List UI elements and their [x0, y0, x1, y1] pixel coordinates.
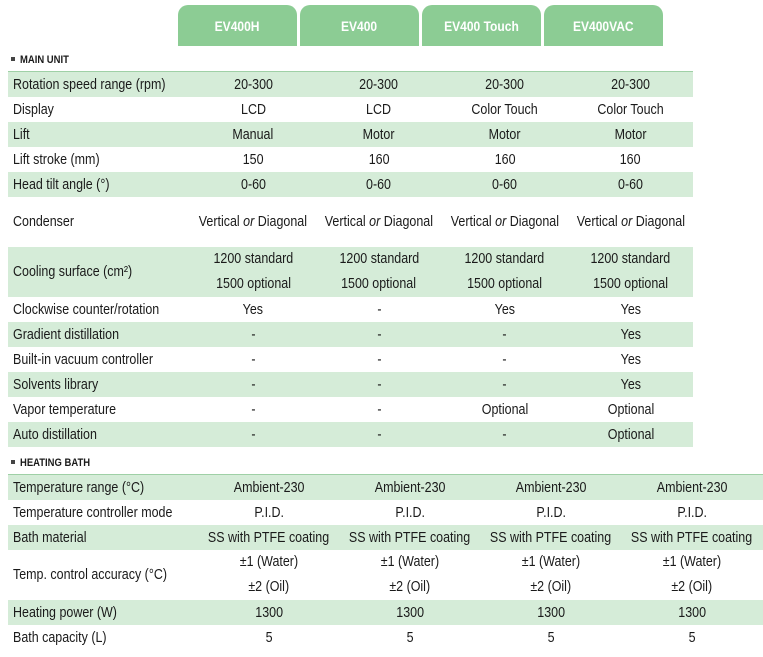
spec-value-cell: [442, 422, 568, 447]
spec-value: Color Touch: [597, 101, 664, 118]
spec-label-cell: [8, 625, 198, 650]
spec-value: -: [376, 376, 382, 393]
spec-value: ±2 (Oil): [389, 579, 431, 595]
spec-label: Temperature range (°C): [13, 479, 145, 496]
spec-value-cell: [316, 147, 442, 172]
spec-value: -: [251, 351, 256, 368]
spec-value: Ambient-230: [233, 479, 305, 496]
spec-row: [8, 247, 693, 297]
spec-value-cell: [190, 97, 316, 122]
spec-value-cell: [316, 397, 442, 422]
spec-value: -: [502, 326, 507, 343]
spec-label: Bath capacity (L): [13, 629, 107, 646]
spec-value-cell: [339, 500, 480, 525]
spec-value: -: [251, 326, 256, 343]
spec-label: Temp. control accuracy (°C): [13, 567, 167, 583]
spec-value-cell: [568, 197, 694, 247]
spec-value: ±2 (Oil): [530, 579, 572, 595]
spec-value: 0-60: [492, 176, 518, 193]
spec-value-cell: [621, 500, 762, 525]
spec-value-cell: [621, 474, 762, 500]
condenser-option: Vertical: [576, 214, 618, 230]
spec-row: [8, 147, 693, 172]
spec-value: 20-300: [359, 76, 399, 93]
spec-value: 1200 standard: [464, 251, 545, 267]
main-unit-body: [8, 48, 693, 447]
spec-label: Display: [13, 101, 54, 118]
spec-value-cell: [442, 197, 568, 247]
spec-value: ±1 (Water): [662, 554, 722, 570]
spec-label-cell: [8, 600, 198, 625]
spec-value-cell: [339, 550, 480, 600]
condenser-connector: or: [620, 214, 632, 230]
value-line: [568, 272, 694, 297]
condenser-option: Vertical: [324, 214, 366, 230]
spec-value: 20-300: [611, 76, 650, 93]
section-header: [8, 48, 693, 71]
spec-value-cell: [442, 147, 568, 172]
spec-value-cell: [316, 372, 442, 397]
section-title: MAIN UNIT: [20, 53, 69, 66]
spec-value: 0-60: [618, 176, 644, 193]
spec-label: Clockwise counter/rotation: [13, 301, 160, 318]
spec-value: 1300: [537, 604, 565, 621]
spec-value-cell: [198, 625, 339, 650]
spec-label-cell: [8, 197, 190, 247]
value-line: [339, 550, 480, 575]
spec-label-cell: [8, 247, 190, 297]
spec-value-cell: [316, 247, 442, 297]
spec-label-cell: [8, 347, 190, 372]
spec-value: Yes: [620, 376, 641, 393]
spec-value: Motor: [363, 126, 395, 143]
spec-value: ±1 (Water): [239, 554, 299, 570]
spec-value-cell: [568, 297, 694, 322]
spec-value: 0-60: [366, 176, 392, 193]
spec-value-cell: [568, 372, 694, 397]
spec-value-cell: [568, 347, 694, 372]
spec-value: 1200 standard: [590, 251, 671, 267]
model-tab-ev400-touch: [422, 5, 541, 46]
spec-value: 1200 standard: [213, 251, 294, 267]
value-line: [442, 272, 568, 297]
spec-value: 160: [494, 151, 516, 168]
value-line: [568, 247, 694, 272]
model-tab-ev400vac: [544, 5, 663, 46]
heating-bath-body: [8, 451, 763, 650]
spec-value-cell: [198, 525, 339, 550]
condenser-option: Diagonal: [383, 214, 434, 230]
spec-value-cell: [316, 172, 442, 197]
spec-label: Bath material: [13, 529, 87, 546]
spec-value: 160: [368, 151, 390, 168]
section-header: [8, 451, 763, 474]
spec-label-cell: [8, 422, 190, 447]
spec-value: ±1 (Water): [380, 554, 440, 570]
spec-label: Head tilt angle (°): [13, 176, 110, 193]
model-name: EV400: [341, 17, 378, 34]
spec-value: SS with PTFE coating: [490, 529, 612, 546]
model-tab-ev400: [300, 5, 419, 46]
spec-value: 20-300: [485, 76, 525, 93]
spec-value: Color Touch: [471, 101, 538, 118]
spec-value: SS with PTFE coating: [631, 529, 753, 546]
spec-value-cell: [568, 172, 694, 197]
spec-value-cell: [568, 247, 694, 297]
spec-value-cell: [442, 71, 568, 97]
spec-value-cell: [190, 372, 316, 397]
spec-row: [8, 172, 693, 197]
spec-row: [8, 525, 763, 550]
spec-value-cell: [480, 550, 621, 600]
condenser-value: [325, 214, 433, 230]
spec-value: P.I.D.: [536, 504, 566, 521]
value-line: [621, 550, 762, 575]
spec-value: Optional: [481, 401, 529, 418]
condenser-value: [199, 214, 307, 230]
spec-value-cell: [339, 474, 480, 500]
spec-value: P.I.D.: [677, 504, 707, 521]
spec-value: -: [502, 351, 507, 368]
spec-value: ±2 (Oil): [671, 579, 713, 595]
spec-value: 1500 optional: [593, 276, 668, 292]
spec-value: -: [376, 326, 382, 343]
spec-row: [8, 550, 763, 600]
condenser-connector: or: [243, 214, 255, 230]
model-name: EV400VAC: [573, 17, 634, 34]
spec-value-cell: [480, 525, 621, 550]
spec-value: 1300: [255, 604, 283, 621]
spec-label: Built-in vacuum controller: [13, 351, 154, 368]
spec-value-cell: [480, 474, 621, 500]
spec-row: [8, 625, 763, 650]
spec-value-cell: [316, 122, 442, 147]
spec-label-cell: [8, 500, 198, 525]
spec-value: 160: [620, 151, 641, 168]
spec-value: 1300: [678, 604, 706, 621]
spec-value: Yes: [620, 326, 641, 343]
spec-value: -: [376, 401, 382, 418]
spec-value: P.I.D.: [395, 504, 425, 521]
value-line: [480, 575, 621, 600]
value-line: [316, 272, 442, 297]
spec-value: SS with PTFE coating: [349, 529, 471, 546]
spec-row: [8, 297, 693, 322]
spec-value: Manual: [232, 126, 274, 143]
spec-value-cell: [339, 525, 480, 550]
condenser-option: Vertical: [450, 214, 492, 230]
spec-value: 1500 optional: [341, 276, 417, 292]
spec-value: -: [376, 351, 382, 368]
spec-value-cell: [568, 397, 694, 422]
spec-label: Gradient distillation: [13, 326, 120, 343]
spec-value-cell: [316, 422, 442, 447]
spec-value: 5: [265, 629, 273, 646]
spec-value: 5: [406, 629, 414, 646]
spec-value-cell: [198, 600, 339, 625]
spec-value-cell: [480, 600, 621, 625]
spec-value-cell: [442, 397, 568, 422]
spec-value: Yes: [620, 301, 641, 318]
spec-value-cell: [568, 97, 694, 122]
spec-value: 1500 optional: [467, 276, 543, 292]
spec-value-cell: [190, 197, 316, 247]
value-line: [442, 247, 568, 272]
spec-value-cell: [339, 625, 480, 650]
spec-label: Auto distillation: [13, 426, 97, 443]
spec-value: ±2 (Oil): [248, 579, 290, 595]
spec-row: [8, 500, 763, 525]
condenser-option: Diagonal: [635, 214, 685, 230]
spec-value: 1200 standard: [339, 251, 419, 267]
spec-row: [8, 397, 693, 422]
spec-row: [8, 372, 693, 397]
model-tab-ev400h: [178, 5, 297, 46]
spec-value: 1500 optional: [215, 276, 291, 292]
spec-label-cell: [8, 71, 190, 97]
spec-value-cell: [480, 625, 621, 650]
spec-value: 20-300: [233, 76, 273, 93]
spec-value-cell: [568, 147, 694, 172]
spec-row: [8, 347, 693, 372]
spec-label-cell: [8, 322, 190, 347]
spec-row: [8, 97, 693, 122]
spec-value-cell: [442, 172, 568, 197]
spec-value-cell: [190, 122, 316, 147]
spec-label: Heating power (W): [13, 604, 117, 621]
spec-value-cell: [316, 297, 442, 322]
spec-value-cell: [442, 372, 568, 397]
value-line: [316, 247, 442, 272]
spec-value: SS with PTFE coating: [208, 529, 330, 546]
spec-value: 150: [242, 151, 264, 168]
spec-value-cell: [190, 422, 316, 447]
spec-value-cell: [198, 550, 339, 600]
spec-value-cell: [568, 422, 694, 447]
spec-value-cell: [339, 600, 480, 625]
spec-value: LCD: [240, 101, 266, 118]
spec-value-cell: [568, 322, 694, 347]
spec-value: 5: [688, 629, 696, 646]
condenser-option: Vertical: [199, 214, 241, 230]
spec-value: 5: [547, 629, 555, 646]
spec-value-cell: [621, 525, 762, 550]
spec-value-cell: [621, 625, 762, 650]
spec-label-cell: [8, 525, 198, 550]
section-title-cell: [8, 451, 763, 474]
spec-value-cell: [190, 147, 316, 172]
spec-value: Optional: [607, 401, 654, 418]
condenser-option: Diagonal: [509, 214, 559, 230]
spec-label: Rotation speed range (rpm): [13, 76, 166, 93]
spec-value: Yes: [243, 301, 264, 318]
spec-row: [8, 197, 693, 247]
spec-value: -: [376, 426, 382, 443]
spec-value: Yes: [620, 351, 641, 368]
spec-value: -: [251, 426, 256, 443]
spec-label: Cooling surface (cm²): [13, 264, 133, 280]
spec-value-cell: [190, 297, 316, 322]
spec-label: Condenser: [13, 214, 75, 230]
spec-value-cell: [190, 322, 316, 347]
spec-value-cell: [316, 347, 442, 372]
spec-row: [8, 322, 693, 347]
spec-label: Lift stroke (mm): [13, 151, 100, 168]
spec-label-cell: [8, 297, 190, 322]
spec-value-cell: [316, 197, 442, 247]
spec-value: LCD: [366, 101, 392, 118]
spec-value: Ambient-230: [515, 479, 587, 496]
condenser-option: Diagonal: [258, 214, 308, 230]
spec-label-cell: [8, 122, 190, 147]
spec-value: -: [251, 401, 256, 418]
spec-label-cell: [8, 397, 190, 422]
spec-value-cell: [568, 71, 694, 97]
spec-value: 0-60: [240, 176, 266, 193]
section-title: HEATING BATH: [20, 456, 91, 469]
value-line: [190, 272, 316, 297]
spec-value-cell: [621, 550, 762, 600]
spec-value: -: [502, 426, 507, 443]
spec-row: [8, 422, 693, 447]
spec-value-cell: [442, 247, 568, 297]
spec-value-cell: [190, 172, 316, 197]
spec-value-cell: [190, 347, 316, 372]
model-name: EV400H: [215, 17, 260, 34]
spec-value: -: [251, 376, 256, 393]
spec-value-cell: [442, 322, 568, 347]
value-line: [480, 550, 621, 575]
spec-value-cell: [316, 322, 442, 347]
model-name: EV400 Touch: [444, 17, 519, 34]
spec-value-cell: [442, 122, 568, 147]
spec-value: Motor: [614, 126, 647, 143]
model-header-row: [178, 5, 666, 46]
spec-value-cell: [316, 71, 442, 97]
spec-label-cell: [8, 550, 198, 600]
spec-value: Ambient-230: [374, 479, 446, 496]
value-line: [621, 575, 762, 600]
spec-label: Solvents library: [13, 376, 99, 393]
spec-label-cell: [8, 147, 190, 172]
heating-bath-table: [8, 451, 763, 650]
value-line: [198, 575, 339, 600]
main-unit-table: [8, 48, 693, 447]
spec-row: [8, 474, 763, 500]
spec-value: -: [502, 376, 507, 393]
spec-value-cell: [190, 71, 316, 97]
spec-value: Motor: [488, 126, 521, 143]
spec-row: [8, 600, 763, 625]
value-line: [190, 247, 316, 272]
spec-label: Vapor temperature: [13, 401, 117, 418]
spec-label-cell: [8, 97, 190, 122]
spec-value-cell: [442, 297, 568, 322]
spec-value-cell: [442, 347, 568, 372]
spec-label: Lift: [13, 126, 30, 143]
spec-value-cell: [190, 247, 316, 297]
spec-value: Ambient-230: [656, 479, 728, 496]
spec-value-cell: [442, 97, 568, 122]
spec-value: -: [376, 301, 382, 318]
spec-value-cell: [198, 500, 339, 525]
spec-value: 1300: [396, 604, 424, 621]
spec-value-cell: [621, 600, 762, 625]
spec-row: [8, 122, 693, 147]
section-title-cell: [8, 48, 693, 71]
condenser-value: [451, 214, 559, 230]
spec-label-cell: [8, 474, 198, 500]
spec-label-cell: [8, 372, 190, 397]
spec-row: [8, 71, 693, 97]
spec-value-cell: [316, 97, 442, 122]
value-line: [198, 550, 339, 575]
spec-value: P.I.D.: [254, 504, 284, 521]
condenser-connector: or: [495, 214, 507, 230]
section-bullet-icon: [11, 460, 15, 464]
spec-value: ±1 (Water): [521, 554, 581, 570]
section-bullet-icon: [11, 57, 15, 61]
spec-label-cell: [8, 172, 190, 197]
spec-value: Optional: [607, 426, 654, 443]
condenser-value: [576, 214, 684, 230]
spec-value-cell: [568, 122, 694, 147]
spec-value-cell: [190, 397, 316, 422]
spec-value-cell: [480, 500, 621, 525]
spec-value: Yes: [494, 301, 515, 318]
value-line: [339, 575, 480, 600]
spec-value-cell: [198, 474, 339, 500]
condenser-connector: or: [369, 214, 381, 230]
spec-label: Temperature controller mode: [13, 504, 173, 521]
